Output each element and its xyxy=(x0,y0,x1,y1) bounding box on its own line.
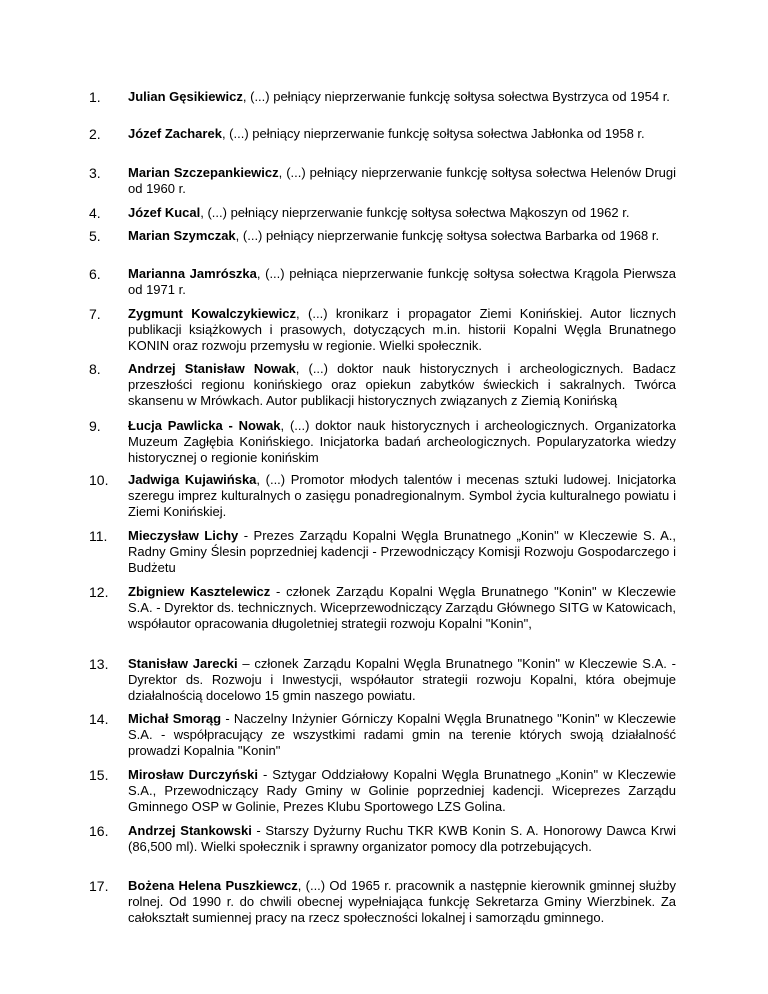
item-description: , (...) doktor nauk historycznych i archeologicznych. Organizatorka Muzeum Zagłębia Konińskiego. Inicjatorka badań archeologicznych. Popularyzatorka wiedzy historycznej o regionie konińskim xyxy=(128,418,676,465)
item-text xyxy=(128,418,676,466)
item-number: 2. xyxy=(89,126,101,142)
item-description: , (...) doktor nauk historycznych i archeologicznych. Badacz przeszłości regionu konińskiego oraz opiekun zabytków świeckich i sakralnych. Twórca skansenu w Mrówkach. Autor publikacji historycznych związanych z Ziemią Konińską xyxy=(128,361,677,408)
item-number: 14. xyxy=(89,711,109,727)
item-text xyxy=(128,228,676,244)
item-text xyxy=(128,528,676,576)
item-number: 12. xyxy=(89,584,109,600)
item-description: , (...) kronikarz i propagator Ziemi Konińskiej. Autor licznych publikacji książkowych i prasowych, dotyczących m.in. historii Kopalni Węgla Brunatnego KONIN oraz rozwoju przemysłu w regionie. Wielki społecznik. xyxy=(128,306,676,353)
item-text xyxy=(128,205,676,221)
item-number: 6. xyxy=(89,266,101,282)
item-text xyxy=(128,767,676,815)
item-text xyxy=(128,711,676,759)
item-description: - Prezes Zarządu Kopalni Węgla Brunatnego „Konin" w Kleczewie S. A., Radny Gminy Ślesin poprzedniej kadencji - Przewodniczący Komisji Rozwoju Gospodarczego i Budżetu xyxy=(128,528,676,575)
item-name: Michał Smorąg xyxy=(128,711,222,726)
item-name: Marianna Jamrószka xyxy=(128,266,257,281)
item-number: 13. xyxy=(89,656,109,672)
item-name: Józef Zacharek xyxy=(128,126,222,141)
item-name: Andrzej Stankowski xyxy=(128,823,252,838)
item-name: Marian Szczepankiewicz xyxy=(128,165,279,180)
item-name: Józef Kucal xyxy=(128,205,201,220)
item-description: , (...) pełniący nieprzerwanie funkcję sołtysa sołectwa Helenów Drugi od 1960 r. xyxy=(128,165,676,196)
item-name: Bożena Helena Puszkiewcz xyxy=(128,878,298,893)
item-number: 4. xyxy=(89,205,101,221)
item-description: , (...) pełniący nieprzerwanie funkcję sołtysa sołectwa Barbarka od 1968 r. xyxy=(235,228,660,243)
item-description: – członek Zarządu Kopalni Węgla Brunatnego "Konin" w Kleczewie S.A. - Dyrektor ds. Rozwoju i Inwestycji, współautor strategii rozwoju Kopalni, która obejmuje działalnością docelowo 15 gmin naszego powiatu. xyxy=(128,656,676,703)
item-number: 5. xyxy=(89,228,101,244)
item-name: Łucja Pawlicka - Nowak xyxy=(128,418,281,433)
item-text xyxy=(128,306,676,354)
item-text xyxy=(128,89,676,105)
item-description: - członek Zarządu Kopalni Węgla Brunatnego "Konin" w Kleczewie S.A. - Dyrektor ds. technicznych. Wiceprzewodniczący Zarządu Głównego SITG w Katowicach, współautor opracowania długoletniej strategii rozwoju Kopalni "Konin", xyxy=(128,584,676,631)
item-name: Zygmunt Kowalczykiewicz xyxy=(128,306,297,321)
item-description: , (...) Od 1965 r. pracownik a następnie kierownik gminnej służby rolnej. Od 1990 r. do chwili obecnej wypełniająca funkcję Sekretarza Gminy Wierzbinek. Za całokształt sumiennej pracy na rzecz społeczności lokalnej i samorządu gminnego. xyxy=(128,878,676,925)
item-number: 16. xyxy=(89,823,109,839)
item-name: Zbigniew Kasztelewicz xyxy=(128,584,271,599)
item-name: Jadwiga Kujawińska xyxy=(128,472,257,487)
item-text xyxy=(128,266,676,298)
item-name: Julian Gęsikiewicz xyxy=(128,89,243,104)
item-description: , (...) pełniący nieprzerwanie funkcję sołtysa sołectwa Jabłonka od 1958 r. xyxy=(221,126,645,141)
item-number: 1. xyxy=(89,89,101,105)
item-text xyxy=(128,126,676,142)
item-name: Andrzej Stanisław Nowak xyxy=(128,361,296,376)
item-description: , (...) Promotor młodych talentów i mecenas sztuki ludowej. Inicjatorka szeregu imprez kulturalnych o zasięgu ponadregionalnym. Symbol życia kulturalnego powiatu i Ziemi Konińskiej. xyxy=(128,472,676,519)
item-number: 7. xyxy=(89,306,101,322)
item-text xyxy=(128,878,676,926)
item-description: , (...) pełniąca nieprzerwanie funkcję sołtysa sołectwa Krągola Pierwsza od 1971 r. xyxy=(128,266,676,297)
item-number: 17. xyxy=(89,878,109,894)
item-number: 8. xyxy=(89,361,101,377)
item-description: , (...) pełniący nieprzerwanie funkcję sołtysa sołectwa Bystrzyca od 1954 r. xyxy=(242,89,670,104)
item-name: Marian Szymczak xyxy=(128,228,236,243)
item-description: - Starszy Dyżurny Ruchu TKR KWB Konin S. A. Honorowy Dawca Krwi (86,500 ml). Wielki społecznik i sprawny organizator pomocy dla potrzebujących. xyxy=(128,823,677,854)
item-text xyxy=(128,472,676,520)
item-text xyxy=(128,361,676,409)
item-number: 10. xyxy=(89,472,109,488)
item-description: - Sztygar Oddziałowy Kopalni Węgla Brunatnego „Konin" w Kleczewie S.A., Przewodniczący Rady Gminy w Golinie poprzedniej kadencji. Wiceprezes Zarządu Gminnego OSP w Golinie, Prezes Klubu Sportowego LZS Golina. xyxy=(128,767,676,814)
item-number: 9. xyxy=(89,418,101,434)
item-text xyxy=(128,823,676,855)
item-text xyxy=(128,584,676,632)
item-number: 15. xyxy=(89,767,109,783)
item-name: Mirosław Durczyński xyxy=(128,767,258,782)
item-description: , (...) pełniący nieprzerwanie funkcję sołtysa sołectwa Mąkoszyn od 1962 r. xyxy=(200,205,630,220)
item-name: Stanisław Jarecki xyxy=(128,656,238,671)
item-description: - Naczelny Inżynier Górniczy Kopalni Węgla Brunatnego "Konin" w Kleczewie S.A. - współpracujący ze wszystkimi radami gmin na terenie których swoją działalność prowadzi Kopalnia "Konin" xyxy=(128,711,676,758)
item-number: 11. xyxy=(89,528,108,544)
item-number: 3. xyxy=(89,165,101,181)
item-name: Mieczysław Lichy xyxy=(128,528,239,543)
item-text xyxy=(128,656,676,704)
item-text xyxy=(128,165,676,197)
